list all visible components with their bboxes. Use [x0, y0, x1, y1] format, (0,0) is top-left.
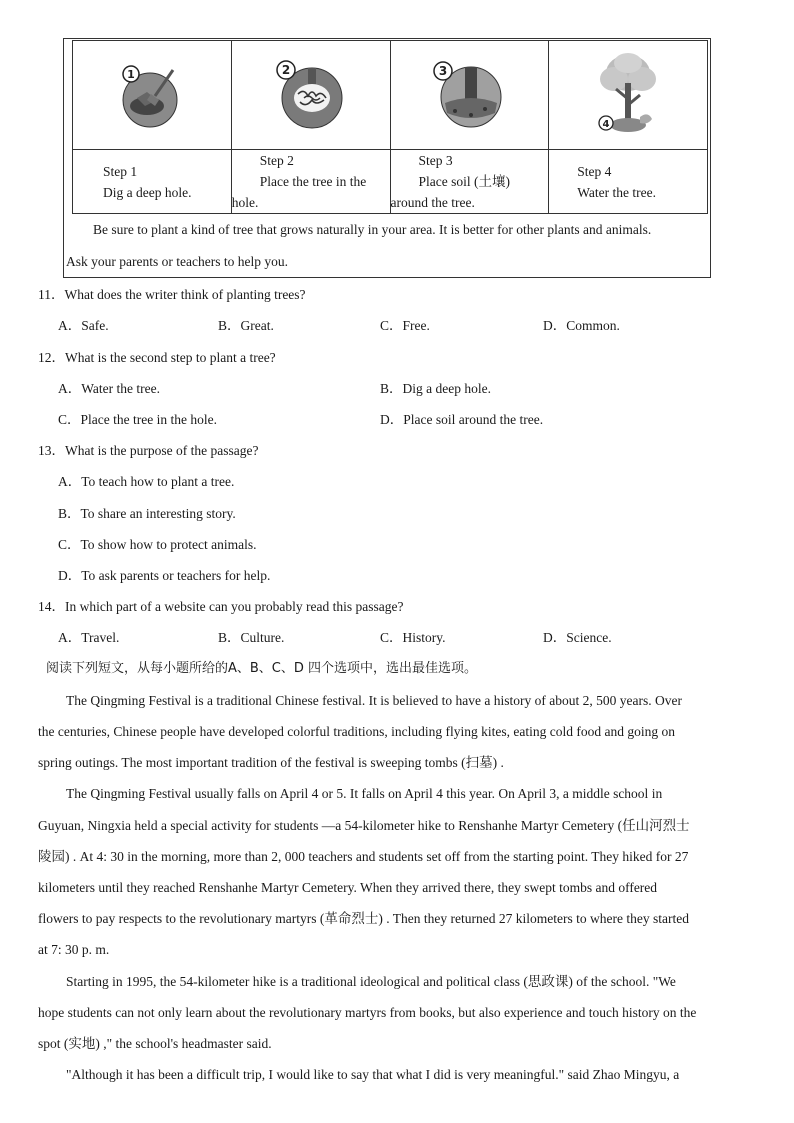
- note-line-2: Ask your parents or teachers to help you.: [66, 254, 288, 269]
- step-4-image-cell: [549, 41, 708, 150]
- step-4-text-cell: [549, 150, 708, 214]
- question-13-option-b[interactable]: B．To share an interesting story.: [58, 506, 236, 521]
- step-badge-3: 3: [439, 64, 448, 78]
- question-12-option-c[interactable]: C．Place the tree in the hole.: [58, 412, 217, 427]
- step-1-number: Step 1: [103, 164, 138, 179]
- step-badge-2: 2: [281, 63, 290, 77]
- step-2-text-cell: [231, 150, 390, 214]
- question-11-option-d[interactable]: D．Common.: [543, 318, 620, 333]
- step-2-instruction-line1: Place the tree in the: [259, 174, 367, 189]
- question-12-option-d[interactable]: D．Place soil around the tree.: [380, 412, 544, 427]
- question-11-option-b[interactable]: B．Great.: [218, 318, 274, 333]
- passage-line: kilometers until they reached Renshanhe Martyr Cemetery. When they arrived there, they swept tombs and offered: [38, 880, 658, 895]
- passage-line: 陵园) . At 4: 30 in the morning, more than 2, 000 teachers and students set off from the starting point. They hiked for 27: [38, 849, 689, 864]
- dig-hole-icon: [117, 60, 187, 130]
- question-11-option-c[interactable]: C．Free.: [380, 318, 430, 333]
- question-12-option-a[interactable]: A．Water the tree.: [58, 381, 160, 396]
- passage-line: spring outings. The most important tradition of the festival is sweeping tombs (扫墓) .: [38, 755, 504, 770]
- question-14-option-b[interactable]: B．Culture.: [218, 630, 285, 645]
- step-badge-1: 1: [127, 68, 135, 81]
- passage-line: flowers to pay respects to the revolutionary martyrs (革命烈士) . Then they returned 27 kilometers to where they started: [38, 911, 689, 926]
- step-2-number: Step 2: [259, 153, 294, 168]
- question-13-stem: 13．What is the purpose of the passage?: [38, 443, 259, 458]
- passage-line: hope students can not only learn about the revolutionary martyrs from books, but also experience and touch history on the: [38, 1005, 697, 1020]
- passage-line: spot (实地) ," the school's headmaster said.: [38, 1036, 272, 1051]
- question-14-option-a[interactable]: A．Travel.: [58, 630, 120, 645]
- passage-line: "Although it has been a difficult trip, I would like to say that what I did is very meaningful." said Zhao Mingyu, a: [66, 1067, 680, 1082]
- question-13-option-a[interactable]: A．To teach how to plant a tree.: [58, 474, 235, 489]
- question-13-option-c[interactable]: C．To show how to protect animals.: [58, 537, 257, 552]
- question-14-option-d[interactable]: D．Science.: [543, 630, 612, 645]
- passage-line: at 7: 30 p. m.: [38, 942, 110, 957]
- step-3-instruction-line1: Place soil (土壤): [418, 174, 510, 189]
- step-3-number: Step 3: [418, 153, 453, 168]
- step-4-number: Step 4: [577, 164, 612, 179]
- question-12-option-b[interactable]: B．Dig a deep hole.: [380, 381, 491, 396]
- step-1-instruction: Dig a deep hole.: [103, 185, 192, 200]
- step-badge-4: 4: [602, 119, 610, 130]
- tree-roots-icon: [274, 58, 348, 132]
- soil-icon: [431, 57, 507, 133]
- question-14-stem: 14．In which part of a website can you probably read this passage?: [38, 599, 404, 614]
- passage-line: the centuries, Chinese people have developed colorful traditions, including flying kites, eating cold food and going on: [38, 724, 675, 739]
- step-3-image-cell: [390, 41, 549, 150]
- question-14-option-c[interactable]: C．History.: [380, 630, 446, 645]
- reading-instruction: 阅读下列短文，从每小题所给的A、B、C、D 四个选项中，选出最佳选项。: [46, 661, 478, 676]
- passage-line: Guyuan, Ningxia held a special activity for students —a 54-kilometer hike to Renshanhe Martyr Cemetery (任山河烈士: [38, 818, 690, 833]
- step-3-instruction-line2: around the tree.: [390, 195, 475, 210]
- step-3-text-cell: [390, 150, 549, 214]
- watered-tree-icon: [588, 49, 668, 141]
- passage-line: The Qingming Festival usually falls on April 4 or 5. It falls on April 4 this year. On April 3, a middle school in: [66, 786, 663, 801]
- step-2-instruction-line2: hole.: [231, 195, 259, 210]
- passage-line: The Qingming Festival is a traditional Chinese festival. It is believed to have a history of about 2, 500 years. Over: [66, 693, 682, 708]
- planting-steps-table: [72, 40, 708, 214]
- step-2-image-cell: [231, 41, 390, 150]
- question-11-option-a[interactable]: A．Safe.: [58, 318, 109, 333]
- question-11-stem: 11．What does the writer think of planting trees?: [38, 287, 306, 302]
- step-1-image-cell: [73, 41, 232, 150]
- step-4-instruction: Water the tree.: [577, 185, 656, 200]
- note-line-1: Be sure to plant a kind of tree that grows naturally in your area. It is better for other plants and animals.: [93, 222, 652, 237]
- question-13-option-d[interactable]: D．To ask parents or teachers for help.: [58, 568, 271, 583]
- question-12-stem: 12．What is the second step to plant a tree?: [38, 350, 276, 365]
- passage-line: Starting in 1995, the 54-kilometer hike is a traditional ideological and political class (思政课) of the school. "We: [66, 974, 676, 989]
- step-1-text-cell: [73, 150, 232, 214]
